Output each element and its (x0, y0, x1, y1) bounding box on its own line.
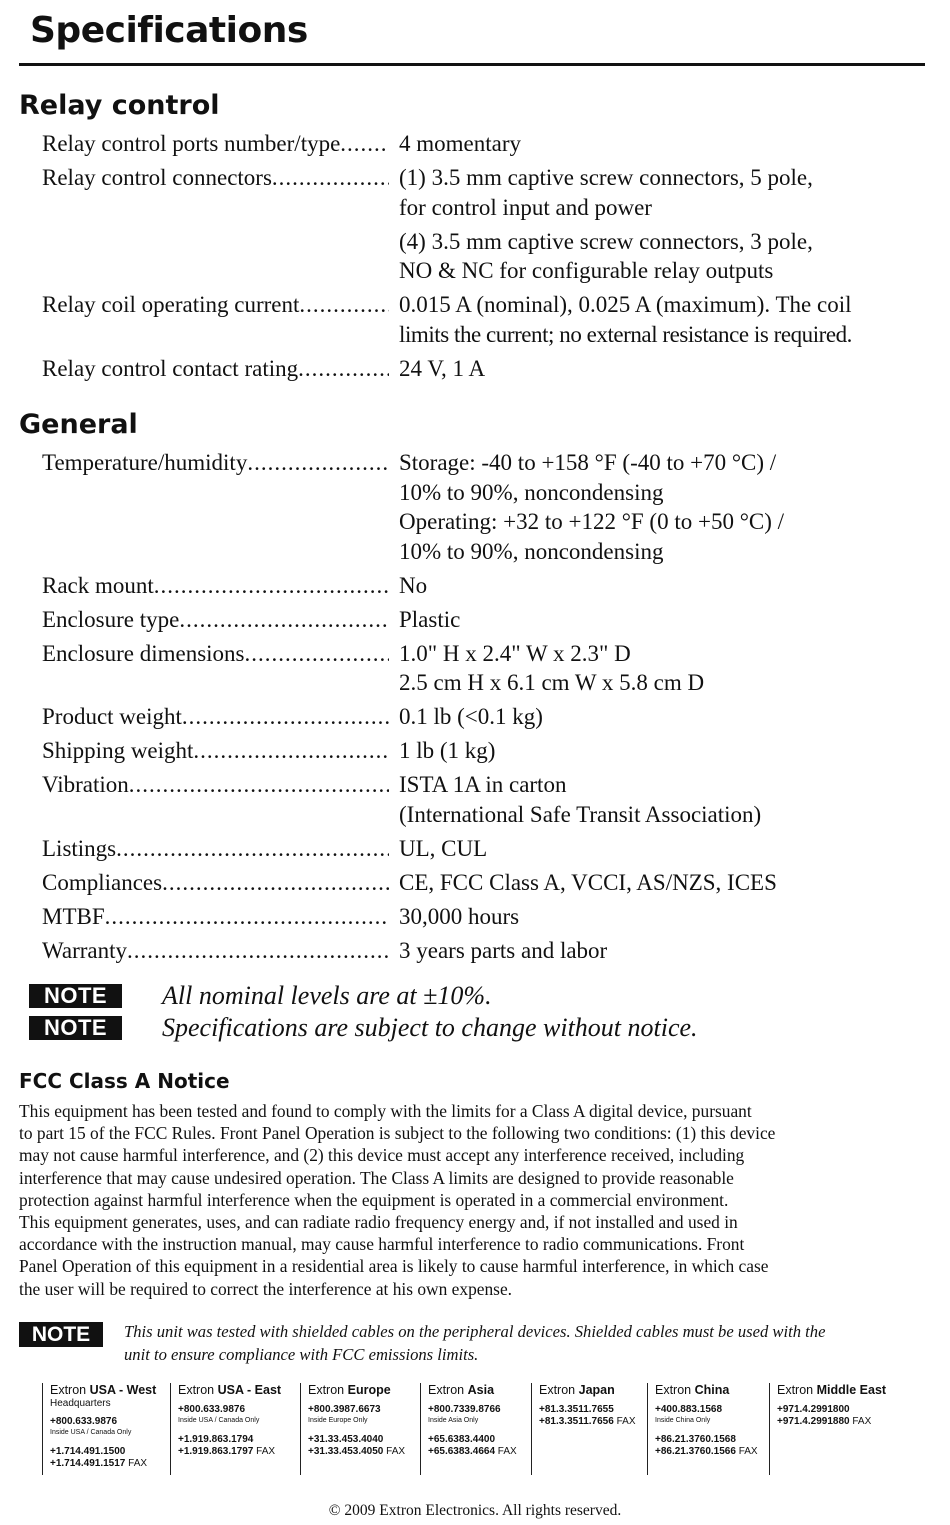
fcc-line: the user will be required to correct the interference at his own expense. (19, 1278, 513, 1299)
office-brand: Extron (50, 1383, 87, 1397)
fax-label: FAX (497, 1446, 517, 1457)
office-brand: Extron (539, 1383, 576, 1397)
fax-label: FAX (386, 1446, 406, 1457)
leader-dots (127, 936, 389, 966)
fcc-note-text: unit to ensure compliance with FCC emissions limits. (124, 1344, 479, 1364)
spec-row (0, 163, 950, 286)
office-phone-note: Inside USA / Canada Only (178, 1417, 260, 1424)
spec-row (0, 834, 950, 864)
spec-label: Temperature/humidity (42, 450, 248, 475)
fcc-heading: FCC Class A Notice (19, 1069, 230, 1093)
spec-label: MTBF (42, 903, 105, 929)
spec-row (0, 290, 950, 349)
fcc-note-text: This unit was tested with shielded cables on the peripheral devices. Shielded cables must be used with the (124, 1322, 826, 1341)
office-region: USA - East (217, 1383, 282, 1397)
spec-value: (1) 3.5 mm captive screw connectors, 5 pole, (399, 165, 813, 190)
spec-row (0, 571, 950, 601)
leader-dots (154, 571, 389, 601)
office-fax: +65.6383.4664 (428, 1446, 496, 1457)
note-badge: NOTE (29, 1016, 122, 1040)
spec-value: CE, FCC Class A, VCCI, AS/NZS, ICES (399, 869, 777, 895)
spec-value: 2.5 cm H x 6.1 cm W x 5.8 cm D (399, 670, 705, 695)
office-phone: +31.33.453.4040 (308, 1434, 384, 1445)
office-brand: Extron (428, 1383, 465, 1397)
spec-label: Relay control contact rating (42, 355, 299, 381)
spec-row (0, 868, 950, 898)
office-brand: Extron (308, 1383, 345, 1397)
notes (0, 980, 950, 1044)
office-phone-note: Inside USA / Canada Only (50, 1429, 132, 1436)
spec-value: 0.015 A (nominal), 0.025 A (maximum). The coil (399, 292, 852, 317)
note-text: All nominal levels are at ±10%. (162, 981, 492, 1010)
leader-dots (182, 702, 389, 732)
fcc-line: This equipment has been tested and found to comply with the limits for a Class A digital device, pursuant (19, 1101, 752, 1121)
fcc-line: This equipment generates, uses, and can radiate radio frequency energy and, if not installed and used in (19, 1212, 738, 1233)
office-phone: +65.6383.4400 (428, 1434, 496, 1445)
office-phone: +86.21.3760.1568 (655, 1434, 736, 1445)
leader-dots (105, 902, 389, 932)
office-phone: +1.919.863.1794 (178, 1434, 254, 1445)
fcc-body (19, 1100, 929, 1300)
office-phone: +800.3987.6673 (308, 1404, 381, 1415)
leader-dots (247, 448, 389, 566)
leader-dots (129, 770, 389, 829)
fcc-line: to part 15 of the FCC Rules. Front Panel Operation is subject to the following two conditions: (1) this device (19, 1123, 776, 1144)
office-usa-west (42, 1383, 170, 1475)
office-subtitle: Headquarters (50, 1398, 111, 1409)
note-text: Specifications are subject to change without notice. (162, 1013, 698, 1042)
spec-label: Warranty (42, 937, 127, 963)
spec-row (0, 770, 950, 829)
office-phone-note: Inside Asia Only (428, 1417, 479, 1424)
spec-label: Compliances (42, 869, 163, 895)
office-phone: +800.633.9876 (178, 1404, 246, 1415)
fcc-line: protection against harmful interference when the equipment is operated in a commercial environment. (19, 1189, 729, 1210)
spec-value: 10% to 90%, noncondensing (399, 538, 664, 564)
office-region: Middle East (816, 1383, 887, 1397)
office-phone: +81.3.3511.7655 (539, 1404, 614, 1415)
spec-value: 1.0" H x 2.4" W x 2.3" D (399, 640, 631, 666)
note-row (0, 1012, 950, 1044)
office-region: Asia (467, 1383, 495, 1397)
spec-value: 30,000 hours (399, 903, 520, 929)
spec-value: (4) 3.5 mm captive screw connectors, 3 pole, (399, 228, 813, 254)
relay-control-heading: Relay control (19, 90, 220, 121)
spec-label: Listings (42, 835, 117, 861)
leader-dots (179, 605, 389, 635)
spec-value: 24 V, 1 A (399, 355, 486, 381)
note-badge: NOTE (29, 984, 122, 1008)
leader-dots (193, 736, 389, 766)
fcc-line: interference that may cause undesired operation. The Class A limits are designed to provide reasonable (19, 1167, 734, 1188)
spec-value: ISTA 1A in carton (399, 772, 567, 797)
fcc-line: accordance with the instruction manual, may cause harmful interference to radio communications. Front (19, 1234, 745, 1255)
office-brand: Extron (777, 1383, 814, 1397)
office-china (647, 1383, 769, 1475)
spec-row (0, 902, 950, 932)
office-fax: +1.714.491.1517 (50, 1458, 126, 1469)
spec-row (0, 354, 950, 384)
fcc-line: may not cause harmful interference, and (2) this device must accept any interference received, including (19, 1145, 745, 1166)
office-usa-east (170, 1383, 300, 1475)
fcc-note (19, 1321, 929, 1366)
note-badge: NOTE (19, 1322, 103, 1347)
page-title: Specifications (30, 10, 308, 51)
spec-label: Relay control connectors (42, 165, 272, 190)
leader-dots (272, 163, 389, 286)
spec-row (0, 936, 950, 966)
office-brand: Extron (178, 1383, 215, 1397)
leader-dots (340, 129, 389, 159)
office-japan (531, 1383, 647, 1475)
leader-dots (116, 834, 389, 864)
office-region: USA - West (89, 1383, 157, 1397)
spec-row (0, 736, 950, 766)
spec-label: Enclosure type (42, 606, 180, 632)
spec-label: Rack mount (42, 572, 154, 598)
copyright: © 2009 Extron Electronics. All rights reserved. (328, 1502, 622, 1519)
office-region: China (694, 1383, 730, 1397)
spec-row (0, 605, 950, 635)
spec-value: 0.1 lb (<0.1 kg) (399, 704, 543, 729)
office-phone-note: Inside China Only (655, 1417, 711, 1424)
office-region: Europe (347, 1383, 391, 1397)
fax-label: FAX (256, 1446, 276, 1457)
note-row (0, 980, 950, 1012)
spec-value: 3 years parts and labor (399, 937, 608, 963)
title-rule (19, 63, 925, 66)
spec-label: Relay coil operating current (42, 292, 300, 317)
fcc-line: Panel Operation of this equipment in a residential area is likely to cause harmful interference, in which case (19, 1256, 769, 1277)
spec-row (0, 702, 950, 732)
spec-value: NO & NC for configurable relay outputs (399, 258, 774, 283)
fax-label: FAX (616, 1416, 636, 1427)
spec-value: UL, CUL (399, 835, 488, 861)
office-asia (420, 1383, 531, 1475)
office-phone-note: Inside Europe Only (308, 1417, 368, 1424)
spec-value: (International Safe Transit Association) (399, 801, 762, 827)
office-fax: +1.919.863.1797 (178, 1446, 254, 1457)
spec-value: for control input and power (399, 194, 652, 220)
office-phone: +400.883.1568 (655, 1404, 723, 1415)
office-phone: +800.7339.8766 (428, 1404, 501, 1415)
spec-value: Plastic (399, 606, 461, 632)
spec-label: Shipping weight (42, 738, 194, 763)
spec-row (0, 129, 950, 159)
leader-dots (298, 354, 389, 384)
spec-value: No (399, 572, 428, 598)
spec-label: Product weight (42, 704, 182, 729)
general-spec-list (0, 448, 950, 970)
leader-dots (299, 290, 389, 349)
office-phone: +800.633.9876 (50, 1416, 118, 1427)
office-middle-east (769, 1383, 917, 1475)
spec-value: 10% to 90%, noncondensing (399, 479, 664, 505)
office-brand: Extron (655, 1383, 692, 1397)
office-region: Japan (578, 1383, 615, 1397)
relay-spec-list (0, 129, 950, 388)
fax-label: FAX (852, 1416, 872, 1427)
office-contacts (42, 1383, 922, 1475)
leader-dots (245, 639, 390, 698)
general-heading: General (19, 409, 138, 440)
spec-label: Vibration (42, 772, 129, 797)
spec-value: 4 momentary (399, 131, 521, 156)
spec-row (0, 639, 950, 698)
office-fax: +971.4.2991880 (777, 1416, 850, 1427)
leader-dots (162, 868, 389, 898)
spec-label: Relay control ports number/type (42, 131, 341, 156)
office-fax: +86.21.3760.1566 (655, 1446, 736, 1457)
office-fax: +81.3.3511.7656 (539, 1416, 614, 1427)
office-phone: +1.714.491.1500 (50, 1446, 126, 1457)
fax-label: FAX (738, 1446, 758, 1457)
spec-row (0, 448, 950, 566)
office-phone: +971.4.2991800 (777, 1404, 850, 1415)
office-europe (300, 1383, 420, 1475)
spec-value: limits the current; no external resistance is required. (399, 321, 852, 347)
spec-value: Storage: -40 to +158 °F (-40 to +70 °C) / (399, 450, 777, 475)
spec-value: 1 lb (1 kg) (399, 738, 496, 763)
office-fax: +31.33.453.4050 (308, 1446, 384, 1457)
spec-label: Enclosure dimensions (42, 640, 245, 666)
fax-label: FAX (128, 1458, 148, 1469)
spec-value: Operating: +32 to +122 °F (0 to +50 °C) / (399, 509, 785, 534)
